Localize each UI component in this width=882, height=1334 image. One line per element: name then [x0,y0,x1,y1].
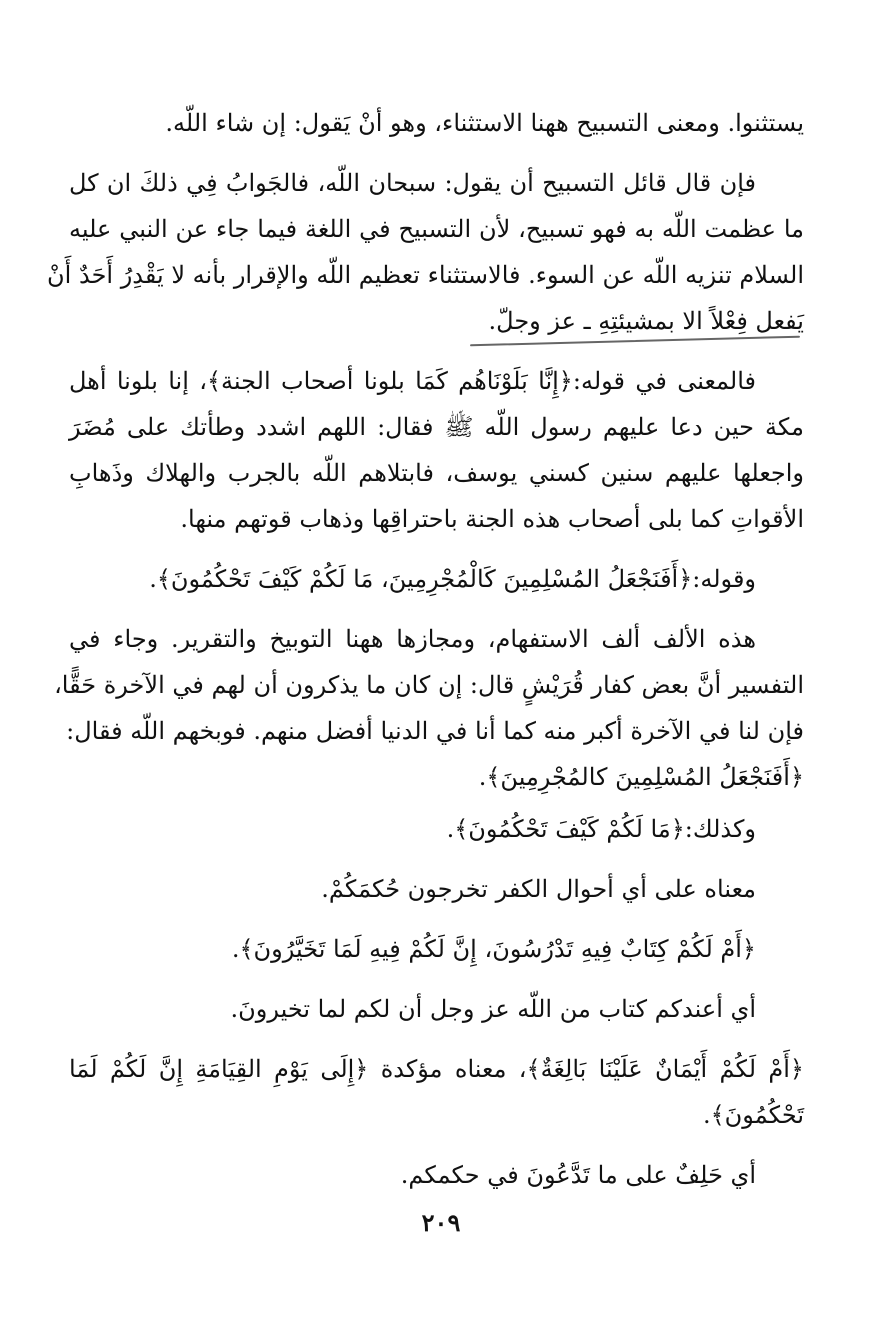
text-line: هذه الألف ألف الاستفهام، ومجازها ههنا التوبيخ والتقرير. وجاء في [69,625,756,653]
text-line: التفسير أنَّ بعض كفار قُرَيْشٍ قال: إن كان ما يذكرون أن لهم في الآخرة حَقًّا، [54,671,804,699]
text-line: وكذلك:﴿مَا لَكُمْ كَيْفَ تَحْكُمُونَ﴾. [446,815,756,843]
paragraph [54,616,804,800]
text-line: مكة حين دعا عليهم رسول اللّه ﷺ فقال: اللهم اشدد وطأتك على مُضَرَ [69,413,804,441]
text-line: وقوله:﴿أَفَنَجْعَلُ المُسْلِمِينَ كَالْمُجْرِمِينَ، مَا لَكُمْ كَيْفَ تَحْكُمُونَ﴾. [149,565,756,593]
paragraph [69,100,804,146]
paragraph [69,866,804,912]
text-line: يَفعل فِعْلاً الا بمشيئتِهِ ـ عز وجلّ. [488,307,804,335]
page-body [47,100,804,1212]
text-line: فإن قال قائل التسبيح أن يقول: سبحان اللّه، فالجَوابُ فِي ذلكَ ان كل [69,169,756,197]
text-line: فإن لنا في الآخرة أكبر منه كما أنا في الدنيا أفضل منهم. فوبخهم اللّه فقال: [66,717,804,745]
text-line: واجعلها عليهم سنين كسني يوسف، فابتلاهم اللّه بالجرب والهلاك وذَهابِ [69,459,804,487]
text-line: ما عظمت اللّه به فهو تسبيح، لأن التسبيح في اللغة فيما جاء عن النبي عليه [69,215,804,243]
text-line: السلام تنزيه اللّه عن السوء. فالاستثناء تعظيم اللّه والإقرار بأنه لا يَقْدِرُ أَحَدٌ أَنْ [47,261,804,289]
text-line: معناه على أي أحوال الكفر تخرجون حُكمَكُمْ. [321,875,756,903]
text-line: ﴿أَمْ لَكُمْ كِتَابٌ فِيهِ تَدْرُسُونَ، إِنَّ لَكُمْ فِيهِ لَمَا تَخَيَّرُونَ﴾. [231,935,756,963]
paragraph [69,556,804,602]
paragraph [69,358,804,542]
text-line: ﴿أَفَنَجْعَلُ المُسْلِمِينَ كالمُجْرِمِينَ﴾. [478,763,804,791]
paragraph [69,806,804,852]
paragraph [69,986,804,1032]
paragraph [69,1046,804,1138]
text-line: يستثنوا. ومعنى التسبيح ههنا الاستثناء، وهو أنْ يَقول: إن شاء اللّه. [165,109,804,137]
text-line: الأقواتِ كما بلى أصحاب هذه الجنة باحتراقِها وذهاب قوتهم منها. [180,505,804,533]
paragraph [69,926,804,972]
text-line: أي حَلِفٌ على ما تَدَّعُونَ في حكمكم. [400,1161,756,1189]
paragraph [47,160,804,344]
text-line: تَحْكُمُونَ﴾. [702,1101,804,1129]
text-line: ﴿أَمْ لَكُمْ أَيْمَانٌ عَلَيْنَا بَالِغَةٌ﴾، معناه مؤكدة ﴿إِلَى يَوْمِ القِيَامَةِ إِنَّ لَكُمْ لَمَا [69,1055,804,1083]
page-number: ٢٠٩ [421,1208,461,1237]
text-line: أي أعندكم كتاب من اللّه عز وجل أن لكم لما تخيرونَ. [230,995,756,1023]
paragraph [69,1152,804,1198]
text-line: فالمعنى في قوله:﴿إِنَّا بَلَوْنَاهُم كَمَا بلونا أصحاب الجنة﴾، إنا بلونا أهل [69,367,756,395]
